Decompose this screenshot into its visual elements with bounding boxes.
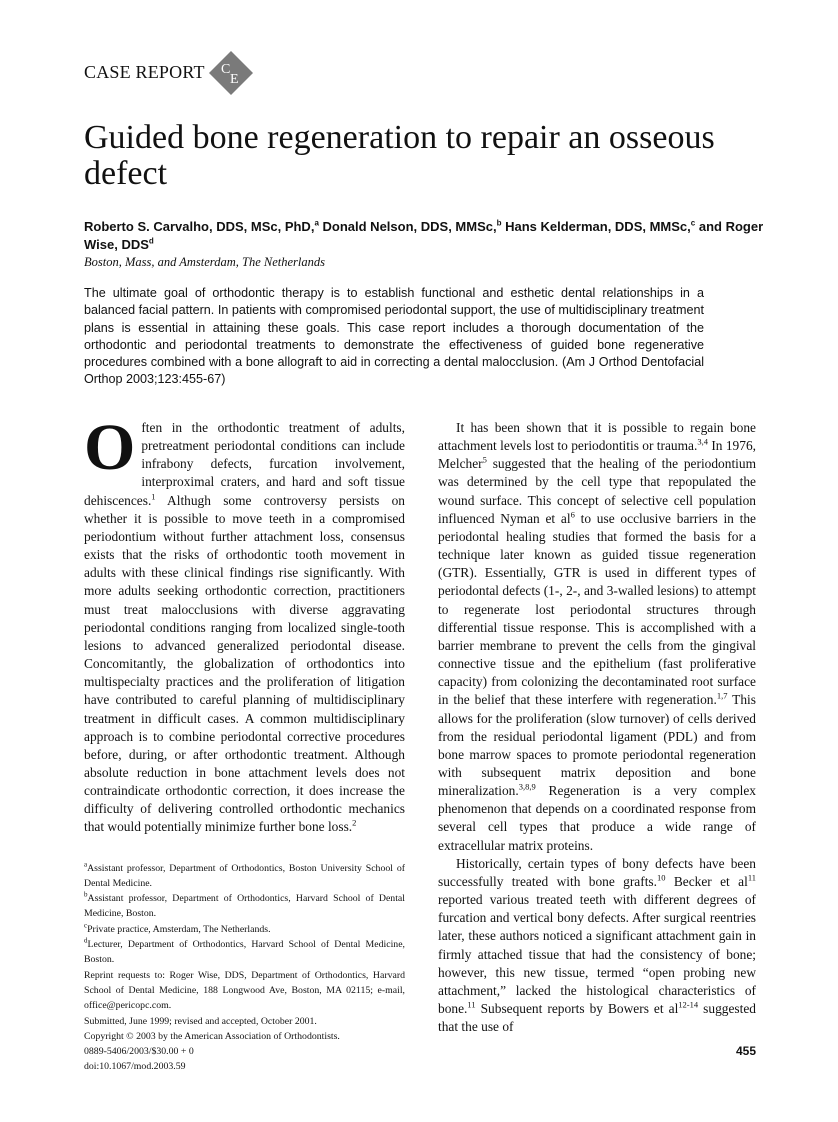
footnote-text: Private practice, Amsterdam, The Netherlands.	[87, 923, 271, 935]
footnote	[84, 1029, 405, 1044]
citation: 1	[151, 491, 156, 502]
text-run: It has been shown that it is possible to regain bone attachment levels lost to periodontitis or trauma.	[438, 420, 756, 454]
author-affiliation-mark: a	[314, 218, 319, 228]
author-list	[84, 218, 764, 254]
citation: 10	[656, 872, 666, 883]
ce-logo-icon	[208, 50, 254, 96]
text-run: Subsequent reports by Bowers et al	[475, 1001, 679, 1016]
footnote-text: Submitted, June 1999; revised and accepted, October 2001.	[84, 1015, 317, 1027]
citation: 5	[482, 454, 487, 465]
citation: 1,7	[716, 690, 728, 701]
author-location: Boston, Mass, and Amsterdam, The Netherlands	[84, 255, 325, 269]
abstract: The ultimate goal of orthodontic therapy is to establish functional and esthetic dental relationships in a balanced facial pattern. In patients with compromised periodontal support, the use of multidisciplinary treatment plans is essential in attaining these goals. This case report includes a thorough documentation of the orthodontic and periodontal treatments to demonstrate the effectiveness of guided bone regenerative procedures combined with a bone allograft to aid in correcting a dental malocclusion. (Am J Orthod Dentofacial Orthop 2003;123:455-67)	[84, 286, 704, 387]
footnote-mark: a	[84, 860, 88, 869]
footnote	[84, 1014, 405, 1029]
footnote	[84, 922, 405, 937]
text-run: In 1976, Melcher	[438, 438, 756, 472]
footnote	[84, 891, 405, 922]
author-name: Hans Kelderman, DDS, MMSc,	[505, 219, 691, 234]
citation: 2	[352, 817, 357, 828]
text-run: This allows for the proliferation (slow turnover) of cells derived from the residual periodontal ligament (PDL) and from bone marrow spaces to promote periodontal regeneration with subsequent matrix deposition and bone mineralization.	[438, 692, 756, 799]
text-run: to use occlusive barriers in the periodontal healing studies that formed the basis for a technique later known as guided tissue regeneration (GTR). Essentially, GTR is used in different types of periodontal defects (1-, 2-, and 3-walled lesions) to attempt to regenerate lost periodontal structures through differential tissue response. This is accomplished with a barrier membrane to prevent the cells from the gingival connective tissue and the epithelium (fast proliferative capacity) from colonizing the decontaminated root surface in the belief that these interfere with regeneration.	[438, 510, 756, 708]
drop-cap: O	[84, 411, 136, 484]
body-paragraph	[438, 419, 756, 855]
footnote-text: Assistant professor, Department of Orthodontics, Harvard School of Dental Medicine, Boston.	[84, 893, 405, 920]
author-name: Roberto S. Carvalho, DDS, MSc, PhD,	[84, 219, 315, 234]
body-column-left	[84, 411, 405, 1075]
footnote	[84, 937, 405, 968]
text-run: suggested that the healing of the periodontium was determined by the cell type that repopulated the wound surface. This concept of selective cell population influenced Nyman et al	[438, 456, 756, 526]
text-run: Historically, certain types of bony defects have been successfully treated with bone grafts.	[438, 855, 756, 889]
text-run: Regeneration is a very complex phenomenon that depends on a coordinated response from several cell types that produce a wide range of extracellular matrix proteins.	[438, 783, 756, 853]
body-paragraph	[84, 411, 405, 837]
citation: 11	[467, 999, 476, 1010]
footnote	[84, 861, 405, 892]
footnote-text: Copyright © 2003 by the American Association of Orthodontists.	[84, 1030, 340, 1042]
footnote-text: 0889-5406/2003/$30.00 + 0	[84, 1046, 194, 1058]
author-affiliation-mark: d	[148, 236, 154, 246]
body-column-right	[438, 419, 756, 1058]
footnote	[84, 1059, 405, 1074]
footnotes	[84, 861, 405, 1075]
svg-text:C: C	[221, 62, 231, 77]
article-header	[84, 120, 764, 389]
text-run: suggested that the use of	[438, 1001, 756, 1035]
citation: 6	[570, 509, 575, 520]
author-affiliation-mark: c	[690, 218, 696, 228]
text-run: Althugh some controversy persists on whether it is possible to move teeth in a compromised periodontium without further attachment loss, consensus exists that the risks of orthodontic tooth movement in adults with these clinical findings rise significantly. With more adults seeking orthodontic correction, practitioners must treat malocclusions with diverse aggravating periodontal conditions ranging from localized single-tooth lesions to advanced generalized periodontal disease. Concomitantly, the globalization of orthodontics into multispecialty practices and the proliferation of litigation have contributed to careful planning of multidisciplinary treatment in difficult cases. A common multidisciplinary approach is to combine periodontal corrective procedures before, during, or after orthodontic treatment. Although absolute reduction in bone attachment levels does not contraindicate orthodontic correction, it does increase the difficulty of delivering controlled orthodontic mechanics that would potentially minimize further bone loss.	[84, 492, 405, 835]
svg-text:E: E	[230, 72, 239, 87]
author-name: and Roger Wise, DDS	[84, 219, 764, 252]
section-label: CASE REPORT	[84, 62, 205, 82]
footnote-text: Assistant professor, Department of Orthodontics, Boston University School of Dental Medicine.	[84, 862, 405, 889]
page-number: 455	[735, 1044, 756, 1059]
citation: 11	[747, 872, 756, 883]
author-affiliation-mark: b	[496, 218, 502, 228]
footnote-text: Reprint requests to: Roger Wise, DDS, Department of Orthodontics, Harvard School of Dental Medicine, 188 Longwood Ave, Boston, MA 02115; e-mail, office@pericopc.com.	[84, 969, 405, 1012]
article-title: Guided bone regeneration to repair an osseous defect	[84, 119, 715, 192]
footnote-mark: b	[84, 890, 88, 899]
footnote-text: Lecturer, Department of Orthodontics, Harvard School of Dental Medicine, Boston.	[84, 939, 405, 966]
author-name: Donald Nelson, DDS, MMSc,	[322, 219, 497, 234]
footnote-mark: c	[84, 921, 88, 930]
citation: 3,8,9	[518, 781, 536, 792]
text-run: Becker et al	[665, 873, 748, 889]
citation: 3,4	[697, 436, 708, 447]
footnote	[84, 968, 405, 1014]
footnote-mark: d	[84, 936, 88, 945]
text-run: ften in the orthodontic treatment of adults, pretreatment periodontal conditions can include infrabony defects, furcation involvement, interproximal craters, and hard and soft tissue dehiscences.	[84, 420, 405, 508]
footnote	[84, 1044, 405, 1059]
body-paragraph	[438, 855, 756, 1037]
footnote-text: doi:10.1067/mod.2003.59	[84, 1061, 186, 1073]
text-run: reported various treated teeth with different degrees of furcation and vertical bony defects. After surgical reentries later, these authors noticed a significant attachment gain in firmly attached tissue that had the consistency of bone; however, this new tissue, termed “open probing new attachment,” lacked the histological characteristics of bone.	[438, 892, 756, 1016]
citation: 12-14	[678, 999, 699, 1010]
